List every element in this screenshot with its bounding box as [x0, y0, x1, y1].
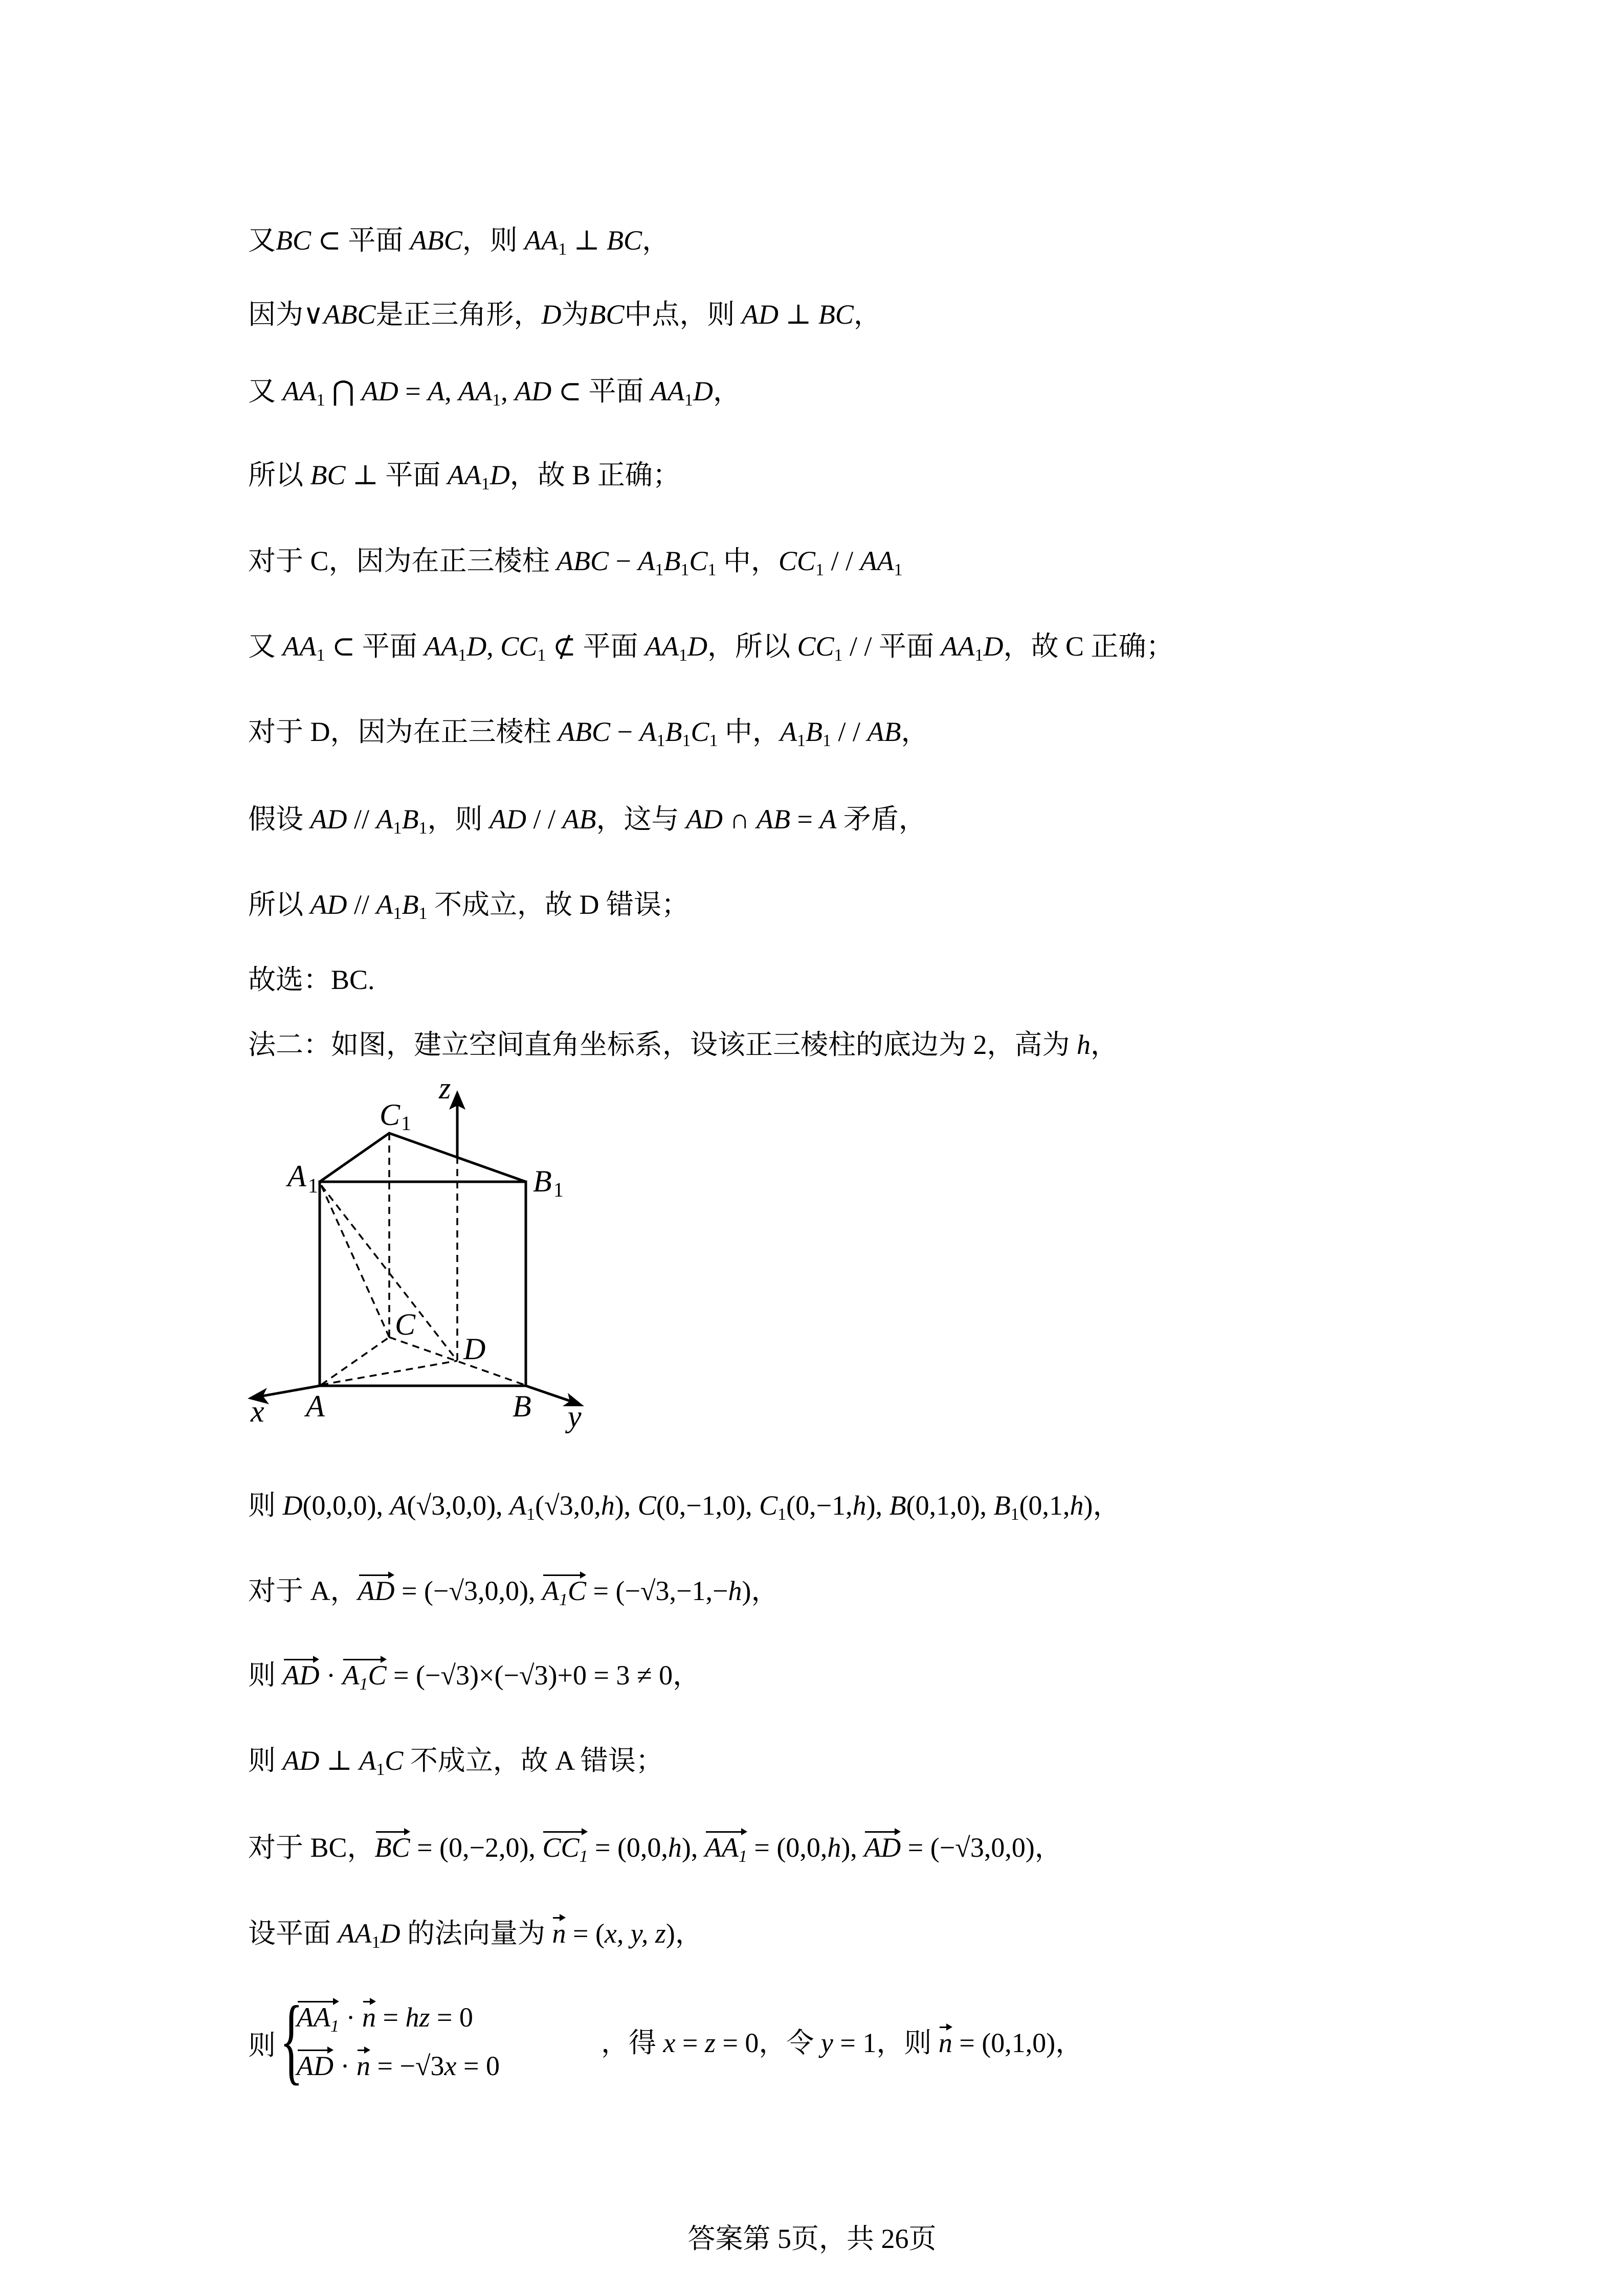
text-run: (0,0,0), — [302, 1490, 390, 1521]
subscript: 1 — [330, 2017, 339, 2036]
text-line — [248, 884, 689, 925]
vector — [357, 2051, 370, 2081]
subscript: 1 — [559, 1590, 568, 1609]
text-run: ⊥ — [567, 225, 607, 256]
face-front — [320, 1182, 526, 1386]
vector — [297, 2051, 333, 2081]
text-run: 又 — [248, 376, 283, 407]
text-run: )， — [665, 1918, 703, 1949]
text-run: = (−√3,0,0)， — [901, 1832, 1062, 1863]
math-symbol: D — [490, 460, 510, 490]
text-run: (√3,0, — [535, 1490, 601, 1521]
text-line — [248, 371, 741, 412]
subscript: 1 — [393, 819, 402, 838]
label-c1: C — [380, 1098, 401, 1132]
subscript: 1 — [579, 1847, 588, 1866]
subscript: 1 — [558, 240, 567, 259]
math-symbol: z — [704, 2028, 716, 2058]
math-symbol: h — [1077, 1029, 1091, 1060]
math-symbol: C — [691, 716, 709, 747]
math-symbol: x — [663, 2028, 676, 2058]
segment-a1c — [321, 1185, 389, 1337]
text-run: = — [790, 804, 820, 835]
text-run: 所以 — [248, 460, 310, 490]
math-symbol: hz — [405, 2002, 430, 2033]
text-run: = 0 — [456, 2051, 500, 2081]
math-symbol: AD — [297, 2051, 333, 2081]
text-run: · — [333, 2051, 357, 2081]
math-symbol: AA — [645, 631, 679, 662]
brace-icon: { — [280, 1987, 303, 2094]
text-line — [248, 1827, 1062, 1868]
math-symbol: AA — [704, 1832, 739, 1863]
math-symbol: B — [663, 546, 681, 576]
text-run: ，这与 — [596, 804, 686, 835]
edge-ac — [321, 1337, 389, 1385]
math-symbol: AB — [756, 804, 790, 835]
math-symbol: AA — [941, 631, 975, 662]
vector — [375, 1832, 410, 1863]
math-symbol: ABC — [558, 716, 610, 747]
math-symbol: A — [638, 546, 655, 576]
text-run: 为 — [561, 299, 589, 330]
text-run: = ( — [566, 1918, 605, 1949]
text-run: − — [609, 546, 638, 576]
vector — [297, 2002, 339, 2042]
subscript: 1 — [418, 904, 428, 923]
subscript: 1 — [656, 731, 665, 750]
text-run: ⊄ 平面 — [546, 631, 646, 662]
math-symbol: A — [819, 804, 837, 835]
text-run: = (−√3,−1,− — [586, 1575, 728, 1606]
vector — [864, 1832, 901, 1863]
text-run: / / 平面 — [842, 631, 941, 662]
math-symbol: AD — [490, 804, 526, 835]
text-line — [248, 711, 929, 752]
subscript: 1 — [526, 1505, 536, 1524]
label-c1-sub: 1 — [401, 1112, 411, 1135]
text-run: 中点，则 — [624, 299, 742, 330]
text-run: , — [444, 376, 459, 407]
label-d: D — [463, 1332, 486, 1366]
math-symbol: x — [444, 2051, 457, 2081]
text-run: 对于 A， — [248, 1575, 358, 1606]
math-symbol: AD — [685, 804, 723, 835]
subscript: 1 — [418, 819, 428, 838]
math-symbol: C — [568, 1575, 587, 1606]
text-run: (0,−1,0), — [656, 1490, 760, 1521]
math-symbol: BC — [310, 460, 346, 490]
math-symbol: ABC — [557, 546, 609, 576]
text-line — [248, 1913, 703, 1954]
text-run: = (−√3,0,0), — [394, 1575, 542, 1606]
label-x: x — [251, 1394, 264, 1428]
text-run: ), — [841, 1832, 864, 1863]
text-run: 因为∨ — [248, 299, 324, 330]
edge-solid — [320, 1133, 526, 1182]
text-run: 不成立，故 A 错误； — [403, 1745, 663, 1776]
vector — [283, 1660, 320, 1691]
text-run: · — [319, 1660, 343, 1691]
label-c: C — [395, 1308, 416, 1341]
text-run: )， — [1083, 1490, 1121, 1521]
math-symbol: D — [693, 376, 713, 407]
subscript: 1 — [537, 646, 546, 665]
math-symbol: BC — [818, 299, 854, 330]
math-symbol: ABC — [323, 299, 376, 330]
text-line — [248, 455, 680, 496]
math-symbol: A — [639, 716, 657, 747]
text-run: 则 — [248, 1660, 283, 1691]
vector — [362, 2002, 376, 2033]
text-run: ⋂ — [325, 376, 362, 407]
math-symbol: AD — [742, 299, 779, 330]
text-run: ，得 — [601, 2028, 663, 2058]
text-run: = 0 — [430, 2002, 473, 2033]
text-run: (√3,0,0), — [407, 1490, 510, 1521]
math-symbol: CC — [500, 631, 538, 662]
math-symbol: A — [359, 1745, 376, 1776]
math-symbol: A — [376, 889, 393, 920]
text-run: 则 — [248, 1490, 283, 1521]
math-symbol: y — [820, 2028, 833, 2058]
text-run: ), — [614, 1490, 638, 1521]
page-footer: 答案第 5页，共 26页 — [687, 2223, 937, 2254]
text-run: = (0,0, — [588, 1832, 668, 1863]
math-symbol: A — [780, 716, 797, 747]
text-run: = — [398, 376, 428, 407]
text-line — [248, 1655, 700, 1696]
vector — [542, 1832, 588, 1872]
text-run: ， — [853, 299, 881, 330]
math-symbol: C — [637, 1490, 656, 1521]
vector — [342, 1660, 386, 1700]
text-run: (0,1,0), — [906, 1490, 994, 1521]
text-run: 法二：如图，建立空间直角坐标系，设该正三棱柱的底边为 2，高为 — [248, 1029, 1077, 1060]
math-symbol: AA — [860, 546, 894, 576]
text-run: = 1，则 — [833, 2028, 939, 2058]
subscript: 1 — [679, 646, 687, 665]
math-symbol: D — [466, 631, 487, 662]
text-run: 假设 — [248, 804, 310, 835]
math-symbol: n — [356, 2051, 370, 2081]
text-line — [248, 626, 1174, 667]
text-run: ， — [642, 225, 670, 256]
math-symbol: AA — [524, 225, 559, 256]
math-symbol: A — [342, 1660, 360, 1691]
label-a: A — [306, 1389, 325, 1423]
text-run: = 0，令 — [715, 2028, 821, 2058]
text-run: 的法向量为 — [400, 1918, 552, 1949]
text-run: ，则 — [462, 225, 525, 256]
subscript: 1 — [316, 391, 325, 410]
text-run: · — [339, 2002, 362, 2033]
math-symbol: AD — [358, 1575, 395, 1606]
vector — [705, 1832, 747, 1872]
label-b: B — [513, 1389, 531, 1423]
math-symbol: A — [542, 1575, 559, 1606]
text-run: ⊥ 平面 — [345, 460, 448, 490]
text-run: = (0,0, — [747, 1832, 828, 1863]
math-symbol: AB — [867, 716, 901, 747]
math-symbol: C — [689, 546, 708, 576]
text-run: / / — [831, 716, 867, 747]
subscript: 1 — [1010, 1505, 1019, 1524]
math-symbol: D — [541, 299, 562, 330]
text-line — [248, 1024, 1118, 1065]
text-run: ，则 — [427, 804, 490, 835]
text-run: 对于 BC， — [248, 1832, 375, 1863]
text-run: (0,−1, — [786, 1490, 853, 1521]
text-run: // — [347, 804, 376, 835]
text-run: − — [610, 716, 640, 747]
text-run: ， — [1091, 1029, 1118, 1060]
text-run: / / — [824, 546, 860, 576]
math-symbol: B — [665, 716, 682, 747]
vector — [552, 1918, 566, 1949]
vector — [939, 2028, 952, 2058]
text-run: ), — [681, 1832, 705, 1863]
text-run: = (−√3)×(−√3)+0 = 3 ≠ 0， — [386, 1660, 701, 1691]
text-run: ), — [866, 1490, 889, 1521]
subscript: 1 — [797, 731, 806, 750]
text-run: 是正三角形， — [375, 299, 542, 330]
text-run: ⊥ — [319, 1745, 360, 1776]
subscript: 1 — [359, 1675, 368, 1694]
text-run: 不成立，故 D 错误； — [427, 889, 689, 920]
math-symbol: C — [385, 1745, 404, 1776]
text-line — [248, 1740, 663, 1781]
vector — [542, 1575, 586, 1615]
text-run: = −√3 — [370, 2051, 444, 2081]
math-symbol: A — [376, 804, 393, 835]
text-run: ，故 C 正确； — [1003, 631, 1174, 662]
math-symbol: h — [827, 1832, 841, 1863]
math-symbol: C — [368, 1660, 387, 1691]
text-run: , — [501, 376, 515, 407]
text-run: 设平面 — [248, 1918, 338, 1949]
math-symbol: BC — [589, 299, 625, 330]
math-symbol: D — [983, 631, 1004, 662]
subscript: 1 — [393, 904, 402, 923]
math-symbol: AD — [310, 889, 347, 920]
text-run: 又 — [248, 225, 276, 256]
math-symbol: B — [402, 889, 419, 920]
math-symbol: AA — [282, 376, 317, 407]
segment-ad — [321, 1361, 457, 1385]
math-symbol: h — [852, 1490, 866, 1521]
text-run: 中， — [718, 716, 780, 747]
text-run: 对于 D，因为在正三棱柱 — [248, 716, 558, 747]
text-run: )， — [742, 1575, 779, 1606]
subscript: 1 — [777, 1505, 787, 1524]
math-symbol: D — [687, 631, 707, 662]
math-symbol: ABC — [410, 225, 462, 256]
math-symbol: n — [552, 1918, 566, 1949]
text-run: 则 — [248, 1745, 283, 1776]
text-run: ⊂ 平面 — [325, 631, 425, 662]
text-run: (0,1, — [1019, 1490, 1070, 1521]
text-run: // — [347, 889, 376, 920]
text-run: = (0,1,0)， — [952, 2028, 1083, 2058]
subscript: 1 — [682, 731, 691, 750]
prism-coordinate-figure — [240, 1079, 609, 1447]
subscript: 1 — [707, 560, 717, 579]
math-symbol: A — [390, 1490, 407, 1521]
text-run: = — [375, 2002, 406, 2033]
text-run: ，故 B 正确； — [509, 460, 680, 490]
math-symbol: n — [362, 2002, 376, 2033]
subscript: 1 — [481, 475, 490, 493]
text-run: 对于 C，因为在正三棱柱 — [248, 546, 557, 576]
math-symbol: A — [509, 1490, 527, 1521]
text-run: 中， — [716, 546, 779, 576]
subscript: 1 — [738, 1847, 747, 1866]
text-run: ⊥ — [778, 299, 818, 330]
text-run: 又 — [248, 631, 283, 662]
text-line — [248, 1485, 1121, 1526]
subscript: 1 — [974, 646, 984, 665]
subscript: 1 — [458, 646, 467, 665]
vector — [358, 1575, 395, 1606]
text-run: 矛盾， — [836, 804, 926, 835]
subscript: 1 — [815, 560, 825, 579]
math-symbol: BC — [374, 1832, 410, 1863]
text-run: ， — [713, 376, 741, 407]
math-symbol: h — [1070, 1490, 1084, 1521]
system-result — [601, 2025, 1083, 2061]
label-z: z — [439, 1079, 451, 1105]
math-symbol: n — [938, 2028, 952, 2058]
text-run: ⊂ 平面 — [551, 376, 651, 407]
math-symbol: h — [600, 1490, 615, 1521]
subscript: 1 — [492, 391, 501, 410]
system-lead: 则 — [248, 2030, 276, 2061]
math-symbol: CC — [542, 1832, 580, 1863]
math-symbol: C — [759, 1490, 778, 1521]
label-b1-sub: 1 — [553, 1178, 564, 1201]
math-symbol: AD — [310, 804, 347, 835]
math-symbol: AA — [650, 376, 684, 407]
math-symbol: AA — [447, 460, 481, 490]
math-symbol: CC — [778, 546, 816, 576]
math-symbol: h — [728, 1575, 742, 1606]
math-symbol: AA — [424, 631, 458, 662]
subscript: 1 — [316, 646, 325, 665]
text-run: = — [675, 2028, 705, 2058]
subscript: 1 — [655, 560, 664, 579]
text-run: , — [486, 631, 501, 662]
math-symbol: h — [668, 1832, 682, 1863]
math-symbol: AD — [282, 1660, 320, 1691]
text-run: 所以 — [248, 889, 310, 920]
subscript: 1 — [894, 560, 903, 579]
math-symbol: D — [380, 1918, 401, 1949]
math-symbol: x, y, z — [604, 1918, 666, 1949]
text-line — [248, 294, 881, 335]
math-symbol: BC — [276, 225, 312, 256]
math-symbol: B — [889, 1490, 906, 1521]
math-symbol: B — [402, 804, 419, 835]
math-symbol: CC — [797, 631, 834, 662]
text-line — [248, 220, 670, 261]
text-run: = (0,−2,0), — [410, 1832, 543, 1863]
system-row-1 — [297, 1999, 473, 2042]
text-run: / / — [526, 804, 563, 835]
math-symbol: AA — [338, 1918, 372, 1949]
math-symbol: AA — [282, 631, 317, 662]
math-symbol: B — [806, 716, 822, 747]
label-a1-sub: 1 — [308, 1174, 318, 1197]
text-line — [248, 959, 375, 1000]
label-y: y — [568, 1400, 582, 1433]
math-symbol: AA — [297, 2002, 330, 2033]
math-symbol: AB — [562, 804, 596, 835]
text-line — [248, 799, 926, 840]
math-symbol: D — [282, 1490, 303, 1521]
math-symbol: BC — [607, 225, 642, 256]
math-symbol: AD — [864, 1832, 901, 1863]
subscript: 1 — [709, 731, 718, 750]
math-symbol: AA — [458, 376, 493, 407]
math-symbol: B — [993, 1490, 1011, 1521]
subscript: 1 — [684, 391, 693, 410]
subscript: 1 — [371, 1933, 381, 1952]
label-a1: A — [287, 1159, 306, 1193]
subscript: 1 — [822, 731, 831, 750]
text-run: 故选：BC. — [248, 964, 375, 995]
text-run: ⊂ 平面 — [311, 225, 410, 256]
text-line — [248, 1570, 778, 1611]
label-b1: B — [533, 1164, 552, 1198]
subscript: 1 — [834, 646, 843, 665]
text-run: ∩ — [722, 804, 757, 835]
math-symbol: A — [428, 376, 445, 407]
text-line — [248, 541, 903, 581]
text-run: ，所以 — [707, 631, 797, 662]
system-row-2 — [297, 2048, 500, 2084]
text-run: ， — [901, 716, 929, 747]
subscript: 1 — [376, 1760, 385, 1779]
math-symbol: AD — [515, 376, 552, 407]
math-symbol: AD — [282, 1745, 320, 1776]
math-symbol: AD — [361, 376, 398, 407]
subscript: 1 — [680, 560, 689, 579]
